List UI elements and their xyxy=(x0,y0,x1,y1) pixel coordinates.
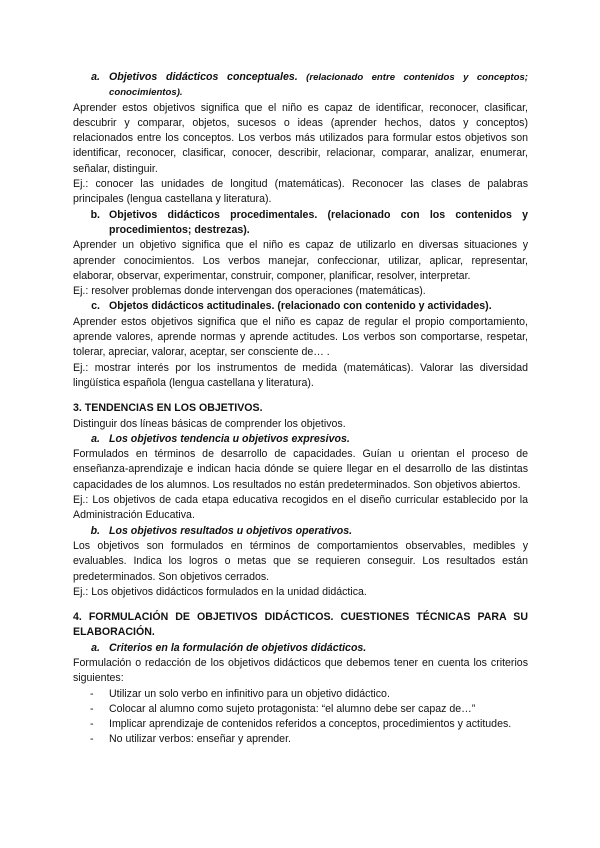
example-paragraph: Ej.: Los objetivos de cada etapa educativa recogidos en el diseño curricular establecido por la Administración Educativa. xyxy=(73,494,528,522)
example-paragraph: Ej.: resolver problemas donde intervengan dos operaciones (matemáticas). xyxy=(73,285,426,298)
list-item: - Utilizar un solo verbo en infinitivo para un objetivo didáctico. xyxy=(73,687,528,702)
dash-marker: - xyxy=(90,718,94,731)
heading-note: (relacionado entre contenidos y conceptos; conocimientos). xyxy=(109,72,528,99)
heading-title: Objetos didácticos actitudinales. (relacionado con contenido y actividades). xyxy=(109,300,492,313)
paragraph: Aprender estos objetivos significa que el niño es capaz de regular el propio comportamiento, aprende valores, aprende normas y aprende actitudes. Los verbos son comportarse, respetar, tolerar, apreciar, valorar, aceptar, ser consciente de… . xyxy=(73,315,528,359)
document-page xyxy=(73,70,528,748)
list-marker: a. xyxy=(91,641,100,654)
dash-marker: - xyxy=(90,702,94,715)
paragraph: Distinguir dos líneas básicas de comprender los objetivos. xyxy=(73,417,346,430)
example-paragraph: Ej.: Los objetivos didácticos formulados en la unidad didáctica. xyxy=(73,585,367,598)
paragraph: Formulados en términos de desarrollo de capacidades. Guían u orientan el proceso de enseñanza-aprendizaje e indican hacia dónde se quiere llegar en el desarrollo de las distintas capacidades de los alumnos. Los resultados no están predeterminados. Son objetivos abiertos. xyxy=(73,448,528,491)
section-heading: 3. TENDENCIAS EN LOS OBJETIVOS. xyxy=(73,402,263,415)
example-paragraph: Ej.: conocer las unidades de longitud (matemáticas). Reconocer las clases de palabras principales (lengua castellana y literatura). xyxy=(73,178,528,206)
heading-attitudinal-objectives xyxy=(73,299,528,314)
list-item: - No utilizar verbos: enseñar y aprender. xyxy=(73,732,528,747)
list-marker: a. xyxy=(91,432,100,445)
example-paragraph: Ej.: mostrar interés por los instrumentos de medida (matemáticas). Valorar las diversidad lingüística española (lengua castellana y literatura). xyxy=(73,361,528,389)
heading-conceptual-objectives xyxy=(73,70,528,101)
criteria-list xyxy=(73,687,528,748)
list-marker: a. xyxy=(91,71,100,83)
heading-title: Los objetivos tendencia u objetivos expresivos. xyxy=(109,432,350,445)
heading-title: Los objetivos resultados u objetivos operativos. xyxy=(109,524,353,537)
heading-title: Objetivos didácticos conceptuales. xyxy=(109,71,298,83)
heading-title: Objetivos didácticos procedimentales. (relacionado con los contenidos y procedimientos; destrezas). xyxy=(109,208,528,236)
heading-operative-objectives xyxy=(73,524,528,539)
paragraph: Formulación o redacción de los objetivos didácticos que debemos tener en cuenta los criterios siguientes: xyxy=(73,656,528,685)
list-item: - Colocar al alumno como sujeto protagonista: “el alumno debe ser capaz de…” xyxy=(73,702,528,717)
list-marker: b. xyxy=(90,524,100,537)
heading-title: Criterios en la formulación de objetivos didácticos. xyxy=(109,641,367,654)
heading-expressive-objectives xyxy=(73,432,528,447)
heading-procedural-objectives xyxy=(73,208,528,239)
paragraph: Aprender estos objetivos significa que el niño es capaz de identificar, reconocer, clasificar, descubrir y comparar, objetos, sucesos o ideas (aprender hechos, datos y conceptos) relacionados entre los conceptos. Los verbos más utilizados para formular estos objetivos son identificar, reconocer, clasificar, conocer, describir, relacionar, comparar, analizar, enumerar, señalar, distinguir. xyxy=(73,101,528,175)
dash-marker: - xyxy=(90,687,94,700)
list-item: - Implicar aprendizaje de contenidos referidos a conceptos, procedimientos y actitudes. xyxy=(73,717,528,732)
paragraph: Aprender un objetivo significa que el niño es capaz de utilizarlo en diversas situaciones y aprender conocimientos. Los verbos manejar, confeccionar, utilizar, aplicar, representar, elaborar, observar, experimentar, construir, componer, planificar, resolver, interpretar. xyxy=(73,239,528,282)
section-heading: 4. FORMULACIÓN DE OBJETIVOS DIDÁCTICOS. CUESTIONES TÉCNICAS PARA SU ELABORACIÓN. xyxy=(73,611,528,639)
paragraph: Los objetivos son formulados en términos de comportamientos observables, medibles y evaluables. Indica los logros o metas que se requieren conseguir. Los resultados están predeterminados. Son objetivos cerrados. xyxy=(73,539,528,583)
list-marker: c. xyxy=(91,300,100,313)
list-marker: b. xyxy=(90,208,100,221)
dash-marker: - xyxy=(90,733,94,746)
heading-formulation-criteria xyxy=(73,641,528,656)
